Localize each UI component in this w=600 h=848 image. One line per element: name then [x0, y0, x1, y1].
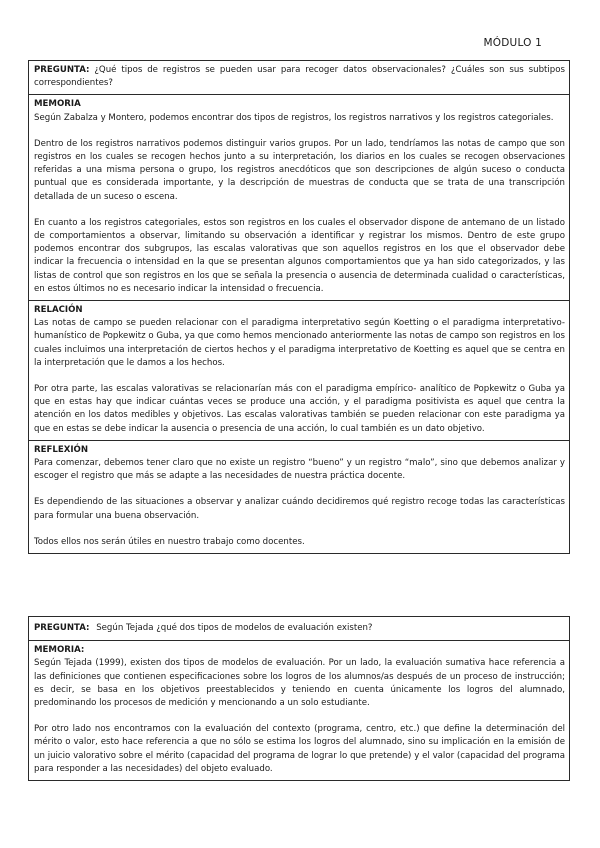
memoria-paragraph: Según Tejada (1999), existen dos tipos de modelos de evaluación. Por un lado, la evaluación sumativa hace referencia a las definiciones que contienen especificaciones sobre los logros de los alumnos/as después de un proceso de instrucción; es decir, se basa en los objetivos preestablecidos y teniendo en cuenta únicamente los logros del alumnado, predominando los procesos de medición y mencionando a un solo estudiante.	[34, 658, 565, 709]
relacion-paragraph: Por otra parte, las escalas valorativas se relacionarían más con el paradigma empírico- analítico de Popkewitz o Guba ya que en estas hay que indicar cuántas veces se produce una acción, y el paradigma positivista es aquel que centra la atención en los datos medibles y objetivos. Las escalas valorativas también se pueden relacionar con este paradigma ya que en estas se debe indicar la ausencia o presencia de una acción, lo cual también es un dato objetivo.	[34, 384, 565, 434]
reflexion-title: REFLEXIÓN	[34, 444, 89, 455]
memoria-section	[29, 95, 569, 301]
memoria-title: MEMORIA:	[34, 645, 85, 656]
memoria-paragraph: En cuanto a los registros categoriales, estos son registros en los cuales el observador dispone de antemano de un listado de comportamientos a observar, limitando su observación a identificar y registrar los mismos. Dentro de este grupo podemos encontrar dos subgrupos, las escalas valorativas que son aquellos registros en los que el observador debe indicar la frecuencia o intensidad en la que se presentan algunos comportamientos que ya han sido categorizados, y las listas de control que son registros en los que se señala la presencia o ausencia de determinada cualidad o características, en estos últimos no es necesario indicar la intensidad o frecuencia.	[34, 217, 565, 294]
memoria-paragraph: Dentro de los registros narrativos podemos distinguir varios grupos. Por un lado, tendríamos las notas de campo que son registros en los cuales se recogen hechos junto a su interpretación, los diarios en los cuales se recogen observaciones referidas a una misma persona o grupo, los registros anecdóticos que son descripciones de algún suceso o conducta puntual que es considerada importante, y la descripción de muestras de conducta que se trata de una transcripción detallada de un suceso o escena.	[34, 138, 565, 202]
question-text: ¿Qué tipos de registros se pueden usar para recoger datos observacionales? ¿Cuáles son sus subtipos correspondientes?	[34, 65, 565, 89]
question-label: PREGUNTA:	[34, 65, 90, 75]
memoria-section	[29, 641, 569, 780]
memoria-paragraph: Según Zabalza y Montero, podemos encontrar dos tipos de registros, los registros narrativos y los registros categoriales.	[34, 112, 554, 123]
reflexion-paragraph: Es dependiendo de las situaciones a observar y analizar cuándo decidiremos qué registro recoge todas las características para formular una buena observación.	[34, 497, 565, 521]
reflexion-paragraph: Todos ellos nos serán útiles en nuestro trabajo como docentes.	[34, 536, 305, 547]
module-header: MÓDULO 1	[483, 37, 542, 49]
memoria-paragraph: Por otro lado nos encontramos con la evaluación del contexto (programa, centro, etc.) que define la determinación del mérito o valor, esto hace referencia a que no sólo se estima los logros del alumnado, sino su implicación en la emisión de un juicio valorativo sobre el mérito (capacidad del programa de lograr lo que pretende) y el valor (capacidad del programa para responder a las necesidades) del objeto evaluado.	[34, 724, 565, 774]
relacion-paragraph: Las notas de campo se pueden relacionar con el paradigma interpretativo según Koetting o el paradigma interpretativo-humanístico de Popkewitz o Guba, ya que como hemos mencionado anteriormente las notas de campo son registros en los cuales incluimos una interpretación de ciertos hechos y el paradigma interpretativo de Koetting es aquel que se centra en la interpretación que le damos a los hechos.	[34, 318, 565, 368]
reflexion-section	[29, 441, 569, 553]
question-table-2	[28, 616, 570, 781]
reflexion-paragraph: Para comenzar, debemos tener claro que no existe un registro “bueno” y un registro “malo”, sino que debemos analizar y escoger el registro que más se adapte a las necesidades de nuestra práctica docente.	[34, 458, 565, 482]
question-cell	[29, 617, 569, 641]
question-label: PREGUNTA:	[34, 623, 90, 633]
memoria-title: MEMORIA	[34, 99, 81, 110]
relacion-section	[29, 301, 569, 441]
question-table-1	[28, 60, 570, 554]
relacion-title: RELACIÓN	[34, 305, 83, 316]
question-text: Según Tejada ¿qué dos tipos de modelos de evaluación existen?	[96, 623, 373, 633]
question-cell	[29, 61, 569, 95]
